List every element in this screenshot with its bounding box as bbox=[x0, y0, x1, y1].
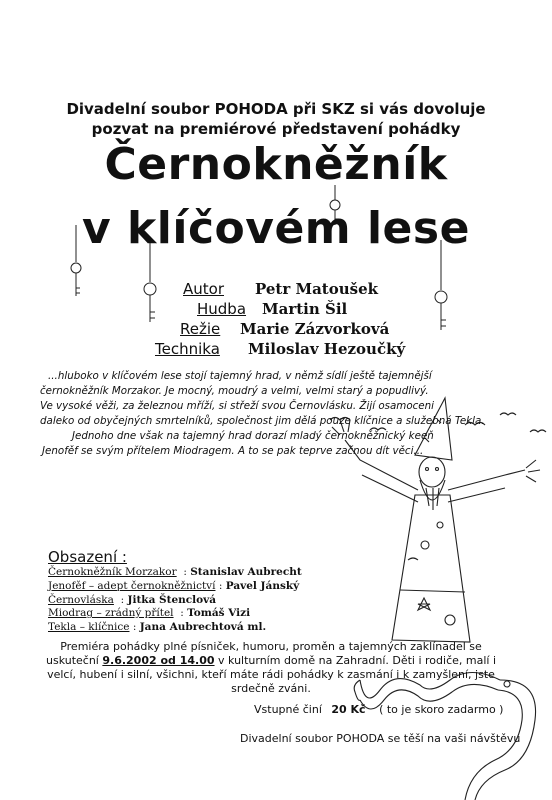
admission-label: Vstupné činí bbox=[254, 703, 322, 716]
story-line: černokněžník Morzakor. Je mocný, moudrý a velmi, velmi starý a popudlivý. bbox=[40, 385, 429, 397]
cast-row bbox=[48, 580, 302, 594]
story-line: daleko od obyčejných smrtelníků, společnost jim dělá pouze klíčnice a služebná Tekla. bbox=[40, 415, 485, 427]
credit-row bbox=[180, 319, 390, 340]
cast-role: Jenofěf – adept černokněžnictví bbox=[48, 579, 216, 592]
admission-note: ( to je skoro zadarmo ) bbox=[379, 703, 504, 716]
cast-list bbox=[48, 566, 302, 635]
info-text: uskuteční bbox=[46, 654, 103, 667]
cast-role: Tekla – klíčnice bbox=[48, 621, 130, 634]
story-line: Jenofěf se svým přítelem Miodragem. A to se pak teprve začnou dít věci... bbox=[42, 445, 424, 457]
credit-name: Marie Zázvorková bbox=[240, 320, 390, 338]
credit-role: Autor bbox=[183, 280, 224, 298]
cast-role: Černokněžník Morzakor bbox=[48, 566, 177, 578]
credit-role: Režie bbox=[180, 320, 221, 338]
credit-row bbox=[183, 279, 379, 300]
story-line: Jednoho dne však na tajemný hrad dorazí mladý černokněžnický keeň bbox=[72, 430, 434, 442]
cast-actor: Tomáš Vizi bbox=[187, 607, 251, 620]
cast-row bbox=[48, 621, 302, 635]
cast-role: Černovláska bbox=[48, 593, 114, 606]
info-line bbox=[36, 654, 506, 668]
story-line: ...hluboko v klíčovém lese stojí tajemný hrad, v němž sídlí ještě tajemnější bbox=[48, 370, 432, 382]
cast-actor: Stanislav Aubrecht bbox=[190, 566, 302, 578]
closing-line: Divadelní soubor POHODA se těší na vaši návštěvu bbox=[240, 732, 521, 745]
story-text bbox=[40, 369, 485, 459]
cast-actor: Jitka Štenclová bbox=[127, 593, 217, 606]
credit-role: Technika bbox=[155, 340, 220, 358]
page-title-line-1: Černokněžník bbox=[104, 139, 448, 190]
admission-line bbox=[254, 703, 503, 716]
cast-separator: : bbox=[215, 579, 226, 592]
cast-actor: Pavel Jánský bbox=[225, 579, 300, 592]
cast-row bbox=[48, 607, 302, 621]
credit-row bbox=[197, 299, 348, 320]
info-text: v kulturním domě na Zahradní. Děti i rodiče, malí i bbox=[214, 654, 496, 667]
cast-separator: : bbox=[176, 566, 191, 578]
cast-row bbox=[48, 594, 302, 608]
page-title-line-2: v klíčovém lese bbox=[82, 203, 470, 254]
intro-line-1: Divadelní soubor POHODA při SKZ si vás dovoluje bbox=[66, 100, 486, 118]
cast-separator: : bbox=[173, 607, 188, 620]
admission-price: 20 Kč bbox=[331, 703, 366, 716]
cast-actor: Jana Aubrechtová ml. bbox=[139, 621, 267, 634]
cast-separator: : bbox=[129, 621, 140, 634]
intro-line-2: pozvat na premiérové představení pohádky bbox=[91, 120, 461, 138]
info-line: srdečně zváni. bbox=[231, 682, 311, 695]
cast-separator: : bbox=[113, 593, 128, 606]
story-line: Ve vysoké věži, za železnou mříží, si střeží svou Černovlásku. Žijí osamoceni bbox=[40, 400, 435, 412]
credit-row bbox=[155, 339, 406, 360]
credit-name: Miloslav Hezoučký bbox=[248, 340, 406, 358]
cast-row bbox=[48, 566, 302, 580]
credit-role: Hudba bbox=[197, 300, 247, 318]
info-line: Premiéra pohádky plné písniček, humoru, proměn a tajemných zaklínadel se bbox=[60, 640, 482, 653]
cast-role: Miodrag – zrádný přítel bbox=[48, 607, 174, 620]
premiere-info bbox=[36, 640, 506, 696]
credit-name: Martin Šil bbox=[262, 300, 348, 318]
cast-heading: Obsazení : bbox=[48, 548, 127, 566]
credit-name: Petr Matoušek bbox=[255, 280, 379, 298]
info-line: velcí, hubení i silní, všichni, kteří máte rádi pohádky k zasmání i k zamyšlení, jste bbox=[47, 668, 495, 681]
premiere-date: 9.6.2002 od 14.00 bbox=[102, 654, 215, 667]
